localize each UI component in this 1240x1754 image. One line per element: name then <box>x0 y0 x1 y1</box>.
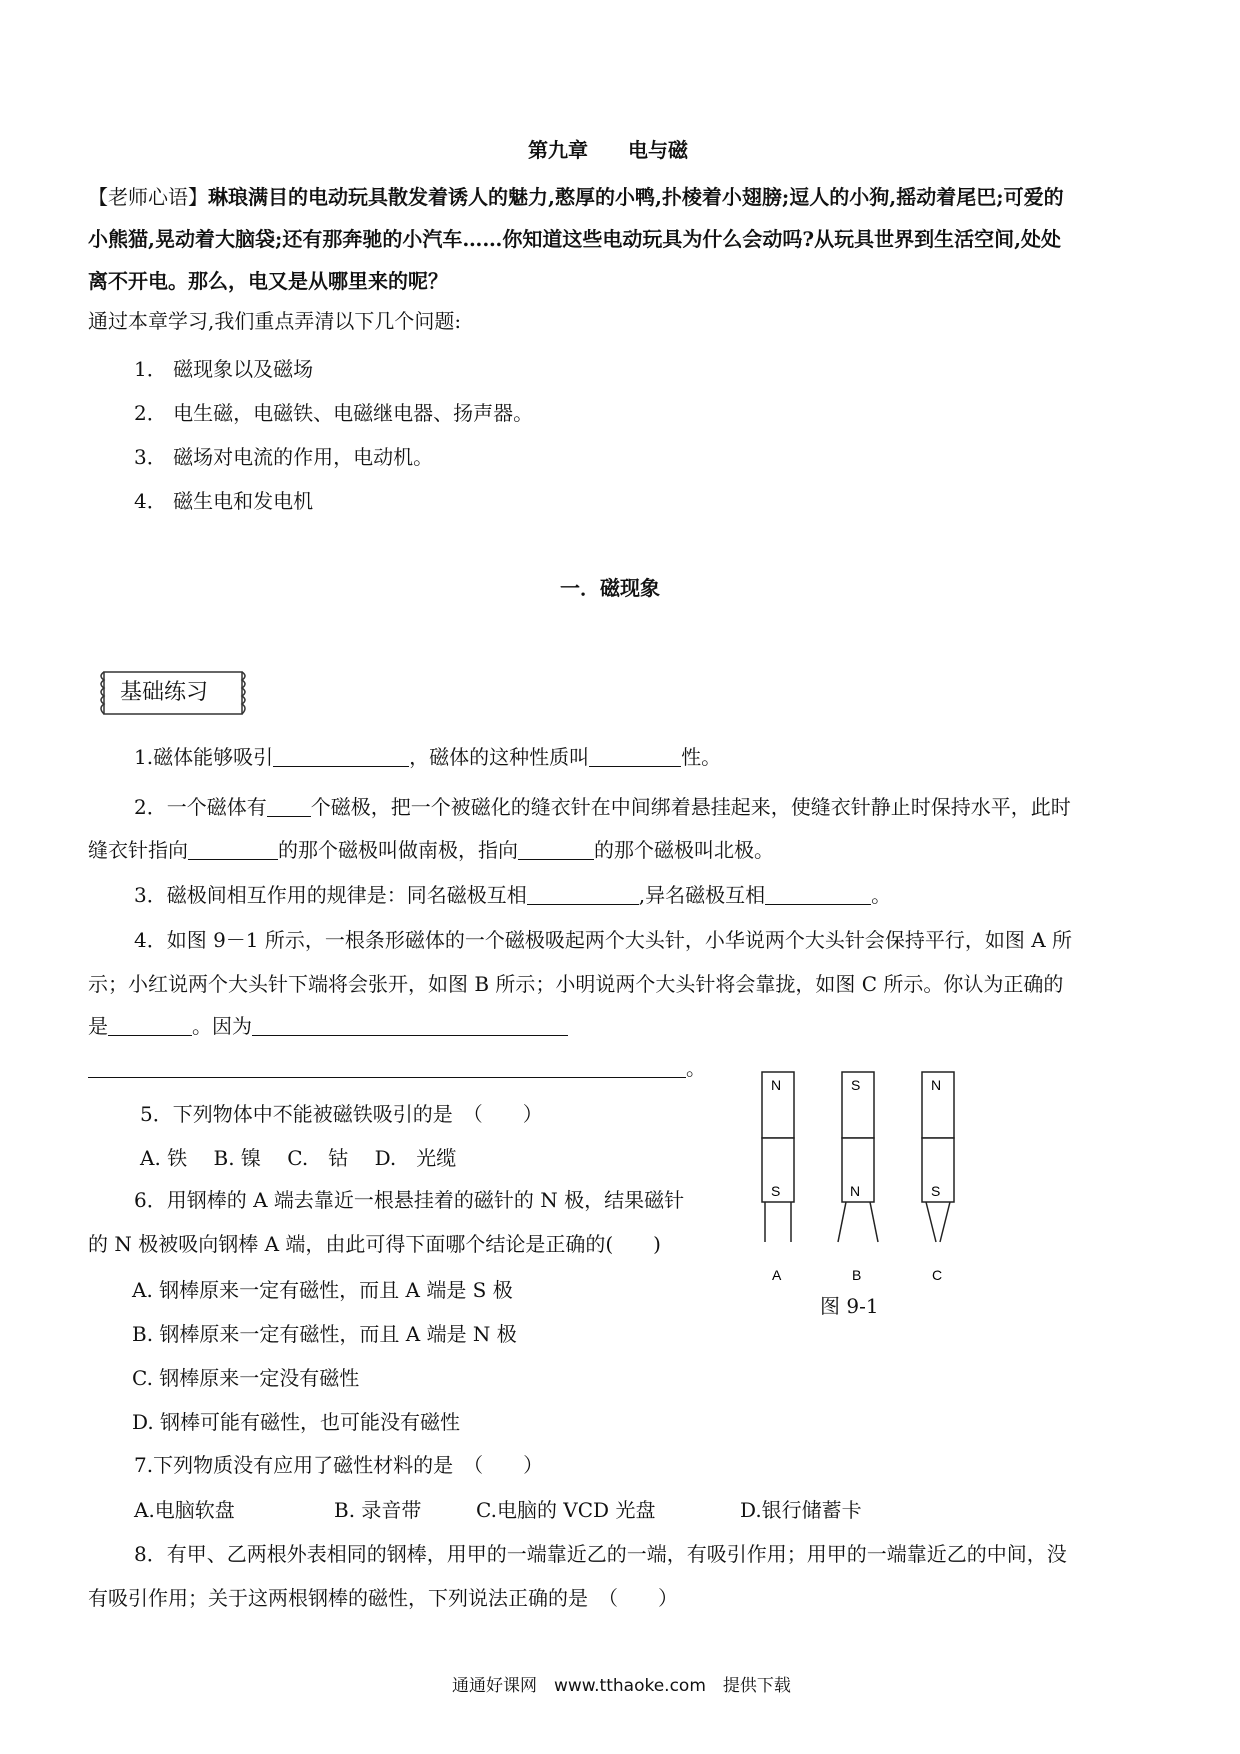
pole-label: S <box>771 1183 781 1199</box>
figure-caption: 图 9-1 <box>820 1294 879 1318</box>
question-7-option: B. 录音带 <box>334 1498 422 1522</box>
answer-blank[interactable] <box>108 1015 192 1036</box>
page-footer: 通通好课网 www.tthaoke.com 提供下载 <box>452 1676 791 1696</box>
question-6-line-1: 6．用钢棒的 A 端去靠近一根悬挂着的磁针的 N 极，结果磁针 <box>134 1188 685 1212</box>
exercise-badge-label: 基础练习 <box>120 680 209 705</box>
question-7-option: D.银行储蓄卡 <box>740 1498 862 1522</box>
question-3: 3．磁极间相互作用的规律是：同名磁极互相 ,异名磁极互相 。 <box>134 883 892 907</box>
magnet-diagram <box>740 1060 990 1290</box>
pole-label: N <box>850 1183 861 1199</box>
teacher-note-line: 琳琅满目的电动玩具散发着诱人的魅力,憨厚的小鸭,扑棱着小翅膀;逗人的小狗,摇动着尾巴;可爱的 <box>208 185 1064 209</box>
teacher-note-line: 离不开电。那么，电又是从哪里来的呢？ <box>88 269 448 293</box>
pole-label: N <box>771 1077 782 1093</box>
question-8-line-2: 有吸引作用；关于这两根钢棒的磁性，下列说法正确的是 （ ） <box>88 1586 678 1610</box>
question-4-line-4: 。 <box>88 1054 706 1082</box>
answer-blank[interactable] <box>527 884 639 905</box>
chapter-title: 第九章 电与磁 <box>528 138 688 162</box>
exercise-badge <box>98 666 248 720</box>
question-4-line-1: 4．如图 9－1 所示，一根条形磁体的一个磁极吸起两个大头针，小华说两个大头针会保持平行，如图 A 所 <box>134 928 1073 952</box>
question-6-line-2: 的 N 极被吸向钢棒 A 端，由此可得下面哪个结论是正确的( ) <box>88 1232 661 1256</box>
teacher-note <box>88 176 1148 302</box>
answer-blank[interactable] <box>188 839 278 860</box>
goal-item: 2． 电生磁，电磁铁、电磁继电器、扬声器。 <box>134 401 534 425</box>
magnet-letter: C <box>932 1267 943 1283</box>
pin <box>940 1202 950 1242</box>
magnet-letter: B <box>852 1267 862 1283</box>
pole-label: S <box>851 1077 861 1093</box>
question-1: 1.磁体能够吸引 ，磁体的这种性质叫 性。 <box>134 745 722 769</box>
pin <box>838 1202 846 1242</box>
pole-label: N <box>931 1077 942 1093</box>
answer-blank[interactable] <box>518 839 594 860</box>
question-6-option: C. 钢棒原来一定没有磁性 <box>132 1366 360 1390</box>
pole-label: S <box>931 1183 941 1199</box>
magnet-a <box>762 1072 794 1283</box>
question-7: 7.下列物质没有应用了磁性材料的是 （ ） <box>134 1453 544 1477</box>
answer-blank[interactable] <box>88 1057 686 1078</box>
question-5: 5．下列物体中不能被磁铁吸引的是 （ ） <box>140 1102 543 1126</box>
goal-item: 1． 磁现象以及磁场 <box>134 357 314 381</box>
intro-text: 通过本章学习,我们重点弄清以下几个问题: <box>88 309 462 333</box>
question-5-options: A. 铁 B. 镍 C. 钴 D. 光缆 <box>140 1146 457 1170</box>
magnet-letter: A <box>772 1267 782 1283</box>
answer-blank[interactable] <box>273 746 409 767</box>
question-6-option: D. 钢棒可能有磁性，也可能没有磁性 <box>132 1410 461 1434</box>
answer-blank[interactable] <box>589 746 681 767</box>
question-2-line-1: 2．一个磁体有 个磁极，把一个被磁化的缝衣针在中间绑着悬挂起来，使缝衣针静止时保持水平，此时 <box>134 795 1071 819</box>
question-7-option: A.电脑软盘 <box>134 1498 235 1522</box>
answer-blank[interactable] <box>267 796 311 817</box>
question-6-option: A. 钢棒原来一定有磁性，而且 A 端是 S 极 <box>132 1278 513 1302</box>
answer-blank[interactable] <box>252 1015 568 1036</box>
pin <box>926 1202 936 1242</box>
question-6-option: B. 钢棒原来一定有磁性，而且 A 端是 N 极 <box>132 1322 517 1346</box>
question-7-option: C.电脑的 VCD 光盘 <box>476 1498 656 1522</box>
pin <box>870 1202 878 1242</box>
teacher-note-label: 【老师心语】 <box>88 185 208 209</box>
teacher-note-line: 小熊猫,晃动着大脑袋;还有那奔驰的小汽车……你知道这些电动玩具为什么会动吗?从玩具世界到生活空间,处处 <box>88 227 1062 251</box>
answer-blank[interactable] <box>765 884 871 905</box>
figure-9-1 <box>740 1060 990 1320</box>
magnet-c <box>922 1072 954 1283</box>
goal-item: 4． 磁生电和发电机 <box>134 489 314 513</box>
section-title: 一．磁现象 <box>560 576 660 600</box>
question-4-line-2: 示；小红说两个大头针下端将会张开，如图 B 所示；小明说两个大头针将会靠拢，如图 C 所示。你认为正确的 <box>88 972 1064 996</box>
goal-item: 3． 磁场对电流的作用，电动机。 <box>134 445 434 469</box>
magnet-b <box>838 1072 878 1283</box>
question-2-line-2: 缝衣针指向 的那个磁极叫做南极，指向 的那个磁极叫北极。 <box>88 838 774 862</box>
question-4-line-3: 是 。因为 <box>88 1012 568 1040</box>
question-8-line-1: 8．有甲、乙两根外表相同的钢棒，用甲的一端靠近乙的一端，有吸引作用；用甲的一端靠近乙的中间，没 <box>134 1542 1067 1566</box>
